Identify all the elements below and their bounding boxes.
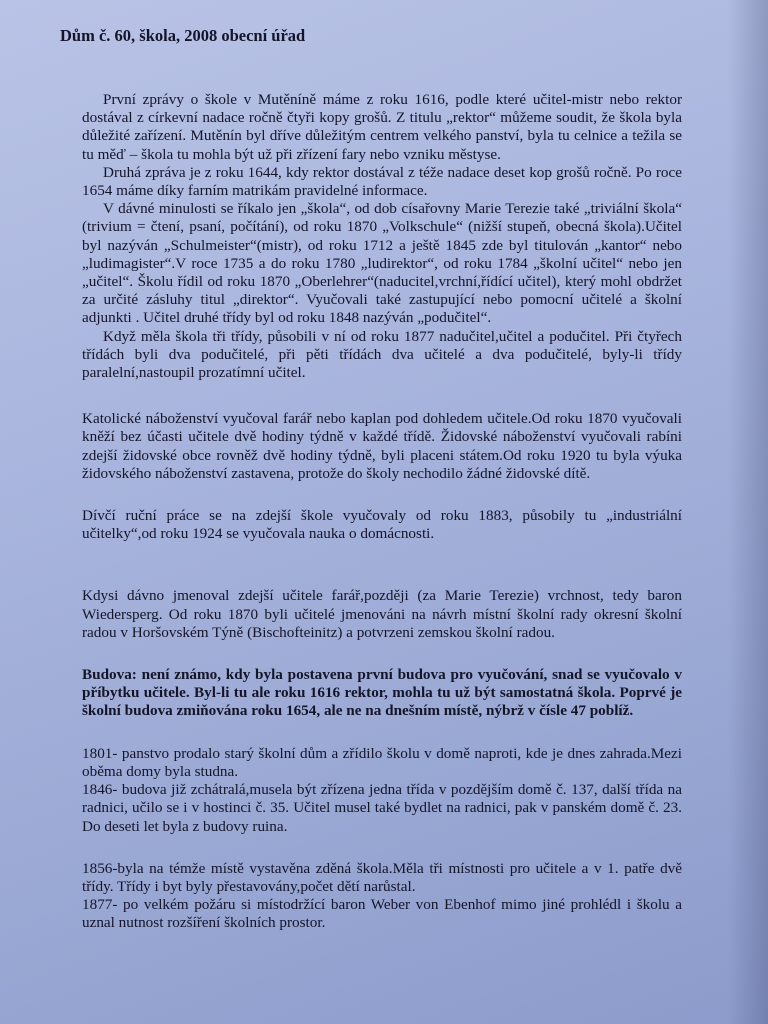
paragraph-appointments: Kdysi dávno jmenoval zdejší učitele farář,později (za Marie Terezie) vrchnost, tedy baron Wiedersperg. Od roku 1870 byli učitelé jmenováni na návrh místní školní rady okresní školní radou v Horšovském Týně (Bischofteinitz) a potvrzeni zemskou školní radou. (82, 587, 682, 641)
paragraph-1856: 1856-byla na témže místě vystavěna zděná škola.Měla tři místnosti pro učitele a v 1. patře dvě třídy. Třídy i byt byly přestavovány,počet dětí narůstal. (82, 859, 682, 895)
paragraph-1846: 1846- budova již zchátralá,musela být zřízena jedna třída v pozdějším domě č. 137, další třída na radnici, učilo se i v hostinci č. 35. Učitel musel také bydlet na radnici, pak v panském domě č. 23. Do deseti let byla z budovy ruina. (82, 781, 682, 835)
paragraph-first-records: První zprávy o škole v Mutěníně máme z roku 1616, podle které učitel-mistr nebo rektor dostával z církevní nadace ročně čtyři kopy grošů. Z titulu „rektor“ můžeme soudit, že škola byla důležité zařízení. Mutěnín byl dříve důležitým centrem velkého panství, byla tu celnice a težila se tu měď – škola tu mohla být už při zřízení fary nebo vzniku městyse. (82, 91, 682, 163)
paragraph-1801: 1801- panstvo prodalo starý školní dům a zřídilo školu v domě naproti, kde je dnes zahrada.Mezi oběma domy byla studna. (82, 744, 682, 780)
document-title: Dům č. 60, škola, 2008 obecní úřad (60, 26, 306, 45)
paragraph-school-titles: V dávné minulosti se říkalo jen „škola“, od dob císařovny Marie Terezie také „triviální škola“ (trivium = čtení, psaní, počítání), od roku 1870 „Volkschule“ (nižší stupeň, obecná škola).Učitel byl nazýván „Schulmeister“(mistr), od roku 1712 a ještě 1845 zde byl titulován „kantor“ nebo „ludimagister“.V roce 1735 a do roku 1780 „ludirektor“, od roku 1784 „školní učitel“ nebo jen „učitel“. Školu řídil od roku 1870 „Oberlehrer“(naducitel,vrchní,řídící učitel), který mohl obdržet za určité zásluhy titul „direktor“. Vyučovali také zastupující nebo pomocní učitelé a školní adjunkti . Učitel druhé třídy byl od roku 1848 nazýván „podučitel“. (82, 200, 682, 327)
paragraph-classes: Když měla škola tři třídy, působili v ní od roku 1877 nadučitel,učitel a podučitel. Při čtyřech třídách byli dva podučitelé, při pěti třídách dva učitelé a dva podučitelé, byly-li třídy paralelní,nastoupil prozatímní učitel. (82, 327, 682, 382)
paragraph-religion: Katolické náboženství vyučoval farář nebo kaplan pod dohledem učitele.Od roku 1870 vyučovali kněží bez účasti učitele dvě hodiny týdně v každé třídě. Židovské náboženství vyučovali rabíni zdejší židovské obce rovněž dvě hodiny týdně, byli placeni státem.Od roku 1920 tu byla výuka židovského náboženství zastavena, protože do školy nechodilo žádné židovské dítě. (82, 410, 682, 482)
document-body (60, 18, 682, 933)
paragraph-second-record: Druhá zpráva je z roku 1644, kdy rektor dostával z téže nadace deset kop grošů ročně. Po roce 1654 máme díky farním matrikám pravidelné informace. (82, 163, 682, 200)
paragraph-handicrafts: Dívčí ruční práce se na zdejší škole vyučovaly od roku 1883, působily tu „industriální učitelky“,od roku 1924 se vyučovala nauka o domácnosti. (82, 507, 682, 543)
paragraph-building: Budova: není známo, kdy byla postavena první budova pro vyučování, snad se vyučovalo v příbytku učitele. Byl-li tu ale roku 1616 rektor, mohla tu už být samostatná škola. Poprvé je školní budova zmiňována roku 1654, ale ne na dnešním místě, nýbrž v čísle 47 poblíž. (82, 666, 682, 720)
paragraph-1877: 1877- po velkém požáru si místodržící baron Weber von Ebenhof mimo jiné prohlédl i školu a uznal nutnost rozšíření školních prostor. (82, 896, 682, 932)
